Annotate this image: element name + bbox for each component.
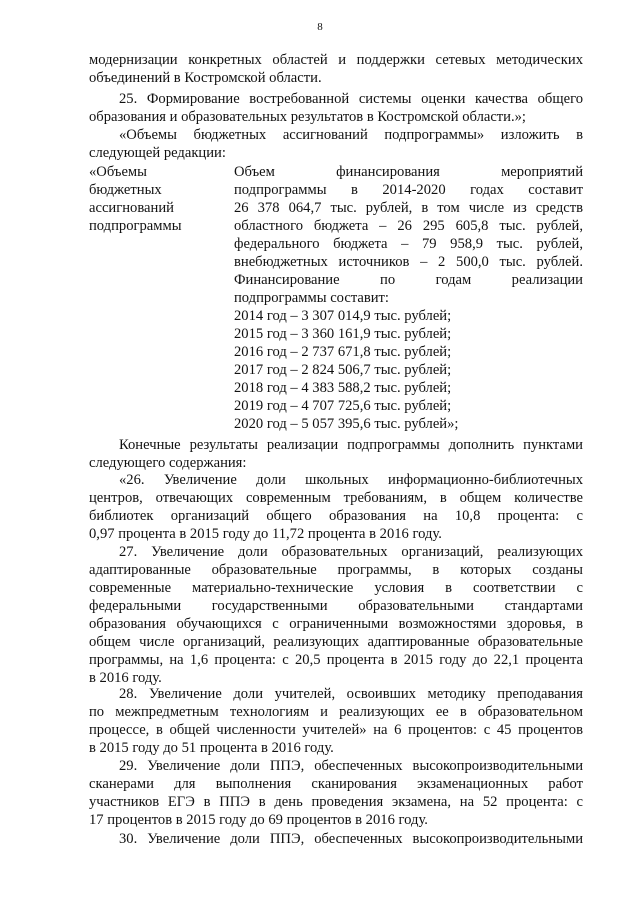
page-number: 8 [317,21,323,33]
table-value-line: 2019 год – 4 707 725,6 тыс. рублей; [234,398,452,414]
text-line: «Объемы бюджетных ассигнований подпрограммы» изложить в [119,127,583,143]
text-line: 25. Формирование востребованной системы оценки качества общего [119,91,583,107]
text-line: программы, на 1,6 процента: с 20,5 процента в 2015 году до 22,1 процента [89,652,583,668]
paragraph-25 [89,90,583,126]
table-value-line: Финансирование по годам реализации [234,272,583,288]
text-line: следующего содержания: [89,455,247,471]
text-line: 27. Увеличение доли образовательных организаций, реализующих [119,544,583,560]
table-value-line: Объем финансирования мероприятий [234,164,583,180]
text-line: участников ЕГЭ в ППЭ в день проведения экзамена, на 52 процента: с [89,794,583,810]
paragraph-26 [89,471,583,543]
table-value-line: областного бюджета – 26 295 605,8 тыс. рублей, [234,218,583,234]
paragraph-29 [89,757,583,829]
table-value-line: 2016 год – 2 737 671,8 тыс. рублей; [234,344,452,360]
table-label-line: подпрограммы [89,218,182,234]
table-value-line: 2020 год – 5 057 395,6 тыс. рублей»; [234,416,459,432]
table-value-line: 26 378 064,7 тыс. рублей, в том числе из средств [234,200,583,216]
text-line: Конечные результаты реализации подпрограммы дополнить пунктами [119,437,583,453]
table-value-line: подпрограммы в 2014-2020 годах составит [234,182,583,198]
table-value-line: федерального бюджета – 79 958,9 тыс. рублей, [234,236,583,252]
table-value-line: подпрограммы составит: [234,290,389,306]
text-line: следующей редакции: [89,145,226,161]
results-intro [89,436,583,472]
text-line: по межпредметным технологиям и реализующих ее в образовательном [89,704,583,720]
text-line: 29. Увеличение доли ППЭ, обеспеченных высокопроизводительными [119,758,583,774]
table-value-line: 2017 год – 2 824 506,7 тыс. рублей; [234,362,452,378]
text-line: 28. Увеличение доли учителей, освоивших методику преподавания [119,686,583,702]
text-line: 30. Увеличение доли ППЭ, обеспеченных высокопроизводительными [119,831,583,847]
text-line: 17 процентов в 2015 году до 69 процентов в 2016 году. [89,812,428,828]
table-value-line: 2018 год – 4 383 588,2 тыс. рублей; [234,380,452,396]
text-line: сканерами для выполнения сканирования экзаменационных работ [89,776,583,792]
table-label-line: бюджетных [89,182,162,198]
table-label-column [89,163,229,235]
table-label-line: «Объемы [89,164,147,180]
table-value-line: внебюджетных источников – 2 500,0 тыс. рублей. [234,254,583,270]
text-line: федеральными государственными образовательными стандартами [89,598,583,614]
text-line: 0,97 процента в 2015 году до 11,72 процента в 2016 году. [89,526,442,542]
paragraph-volumes [89,126,583,162]
text-line: в 2015 году до 51 процента в 2016 году. [89,740,334,756]
text-line: образования обучающихся с ограниченными возможностями здоровья, в [89,616,583,632]
text-line: объединений в Костромской области. [89,70,322,86]
text-line: адаптированные образовательные программы, в которых созданы [89,562,583,578]
paragraph-30 [89,830,583,848]
paragraph-28 [89,685,583,757]
text-line: процессе, в общей численности учителей» на 6 процентов: с 45 процентов [89,722,583,738]
text-line: современные материально-технические условия в соответствии с [89,580,583,596]
intro-continuation [89,51,583,87]
table-value-line: 2015 год – 3 360 161,9 тыс. рублей; [234,326,452,342]
text-line: библиотек организаций общего образования на 10,8 процента: с [89,508,583,524]
paragraph-27 [89,543,583,687]
text-line: в 2016 году. [89,670,162,686]
table-value-column [234,163,583,433]
text-line: общем числе организаций, реализующих адаптированные образовательные [89,634,583,650]
text-line: образования и образовательных результатов в Костромской области.»; [89,109,526,125]
text-line: модернизации конкретных областей и поддержки сетевых методических [89,52,583,68]
text-line: «26. Увеличение доли школьных информационно-библиотечных [119,472,583,488]
table-value-line: 2014 год – 3 307 014,9 тыс. рублей; [234,308,452,324]
text-line: центров, отвечающих современным требованиям, в общем количестве [89,490,583,506]
table-label-line: ассигнований [89,200,174,216]
